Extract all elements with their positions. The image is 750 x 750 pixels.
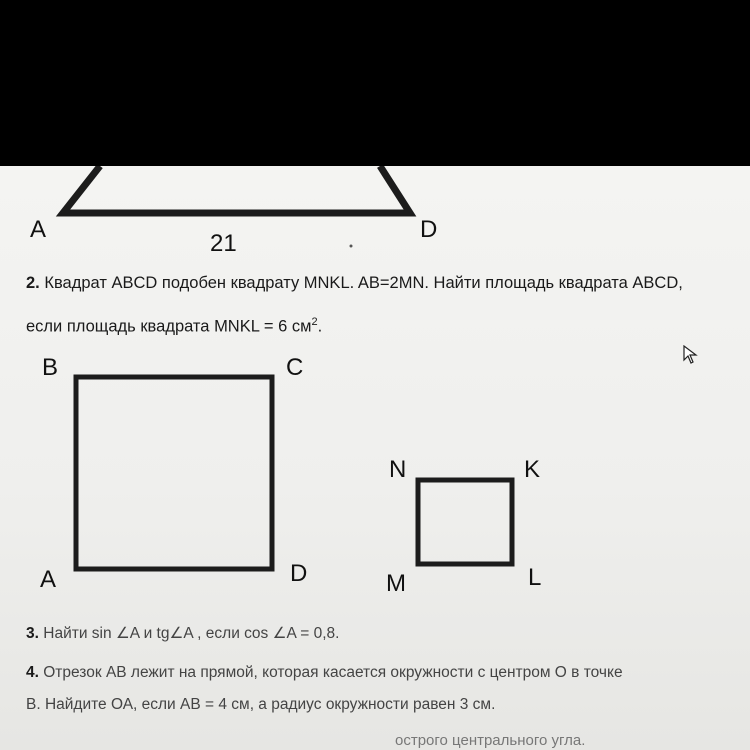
problem-4-line-1 [26, 664, 623, 682]
base-length-label: 21 [210, 230, 237, 257]
problem-4-number: 4. [26, 664, 39, 681]
square-abcd [76, 377, 272, 569]
problem-3-line [26, 624, 339, 643]
problem-4-text-1: Отрезок АВ лежит на прямой, которая касается окружности с центром O в точке [43, 664, 623, 681]
problem-2-line-1 [26, 274, 683, 293]
problem-4-text-2: В. Найдите ОА, если АВ = 4 см, а радиус окружности равен 3 см. [26, 696, 496, 713]
problem-4-line-2 [26, 696, 495, 714]
problem-2-line-2 [26, 316, 322, 337]
problem-2-period: . [317, 317, 323, 336]
vertex-label-d-top: D [420, 216, 438, 243]
vertex-label-n: N [389, 456, 407, 483]
problem-2-text-1: Квадрат ABCD подобен квадрату MNKL. AB=2MN. Найти площадь квадрата ABCD, [44, 274, 683, 292]
vertex-label-b: B [42, 354, 59, 381]
problem-2-text-2: если площадь квадрата MNKL = 6 см [26, 317, 312, 336]
vertex-label-l: L [528, 564, 542, 591]
geometry-figures [0, 166, 750, 750]
mouse-pointer-icon [683, 345, 699, 365]
photo-dark-background [0, 0, 750, 168]
square-mnkl [418, 480, 512, 564]
vertex-label-k: K [524, 456, 541, 483]
trapezoid-ad-outline [63, 166, 410, 213]
problem-3-number: 3. [26, 625, 39, 642]
vertex-label-a: A [40, 566, 57, 593]
problem-2-superscript: 2 [311, 316, 318, 328]
vertex-label-d: D [290, 560, 308, 587]
problem-4-line-3-fragment [395, 732, 585, 749]
vertex-label-a-top: A [30, 216, 47, 243]
vertex-label-m: M [386, 570, 406, 597]
pencil-dot [350, 245, 353, 248]
worksheet-page [0, 166, 750, 750]
problem-4-text-3: острого центрального угла. [395, 732, 586, 749]
problem-3-text: Найти sin ∠A и tg∠A , если cos ∠A = 0,8. [43, 625, 340, 642]
vertex-label-c: C [286, 354, 304, 381]
problem-2-number: 2. [26, 274, 40, 292]
